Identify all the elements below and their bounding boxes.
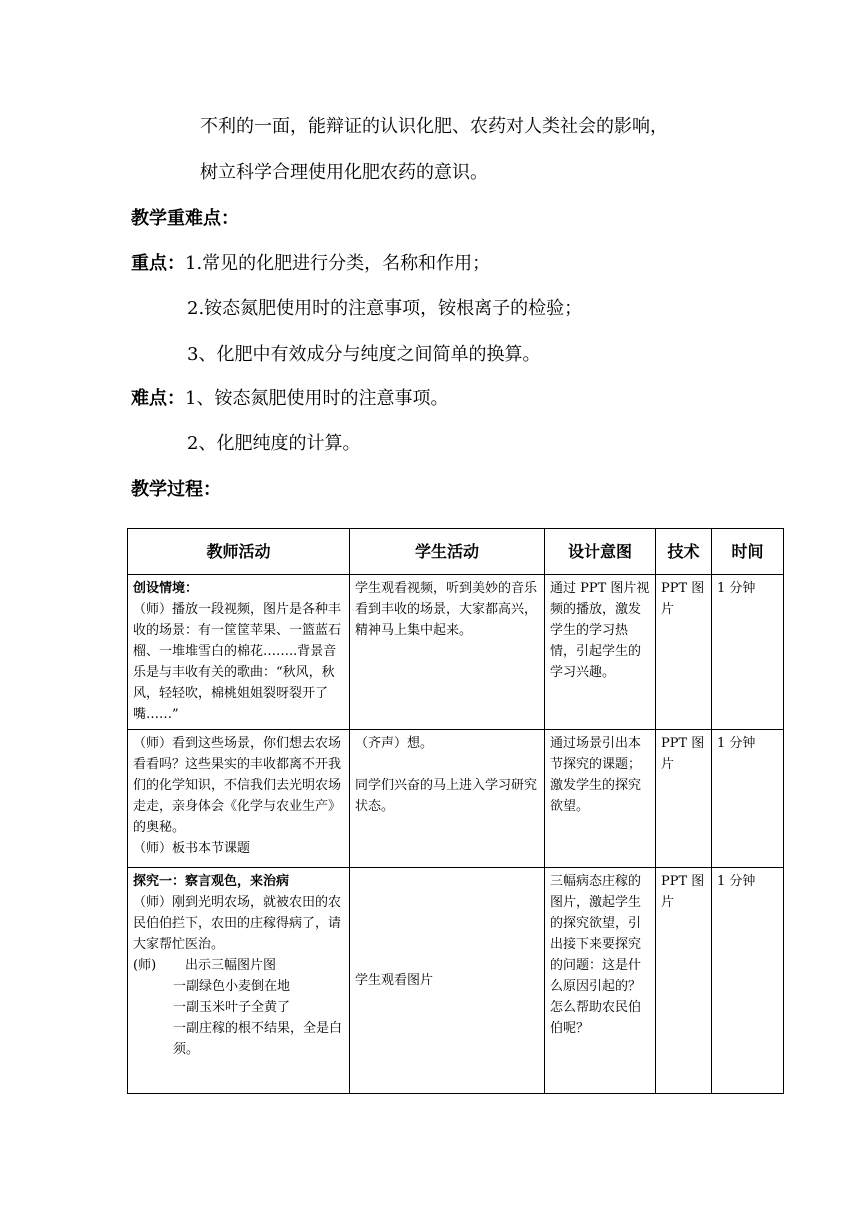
teacher-pic-2: 一副玉米叶子全黄了 xyxy=(173,1000,291,1015)
process-heading: 教学过程： xyxy=(131,479,221,500)
teacher-cell xyxy=(128,575,350,730)
difficult-item-1: 1、铵态氮肥使用时的注意事项。 xyxy=(185,388,449,409)
key-item-1: 1.常见的化肥进行分类，名称和作用； xyxy=(185,253,491,274)
time-cell: 1 分钟 xyxy=(712,575,784,730)
header-teacher: 教师活动 xyxy=(128,529,350,575)
tech-cell: PPT 图片 xyxy=(656,575,712,730)
intro-line-1: 不利的一面，能辩证的认识化肥、农药对人类社会的影响， xyxy=(200,116,668,137)
key-item-3: 3、化肥中有效成分与纯度之间简单的换算。 xyxy=(187,344,541,365)
header-student: 学生活动 xyxy=(350,529,545,575)
teacher-pic-1: 一副绿色小麦倒在地 xyxy=(173,979,291,994)
tech-cell: PPT 图片 xyxy=(656,868,712,1094)
student-text: （齐声）想。 xyxy=(355,736,434,751)
lesson-process-table xyxy=(127,528,784,1094)
teacher-title: 创设情境： xyxy=(133,581,199,596)
table-row xyxy=(128,868,784,1094)
key-label: 重点： xyxy=(131,253,185,274)
teacher-text: （师）播放一段视频，图片是各种丰收的场景：有一筐筐苹果、一篮蓝石榴、一堆堆雪白的棉花……..背景音乐是与丰收有关的歌曲：“秋风，秋风，轻轻吹，棉桃姐姐裂呀裂开了嘴……” xyxy=(133,602,342,722)
student-text: 学生观看图片 xyxy=(355,972,434,988)
teacher-title: 探究一：察言观色，来治病 xyxy=(133,874,290,889)
teacher-prefix: (师) xyxy=(133,958,157,973)
student-cell xyxy=(350,730,545,868)
teacher-cell xyxy=(128,868,350,1094)
intent-cell: 三幅病态庄稼的图片，激起学生的探究欲望，引出接下来要探究的问题：这是什么原因引起的？怎么帮助农民伯伯呢？ xyxy=(545,868,656,1094)
difficult-item-2: 2、化肥纯度的计算。 xyxy=(187,433,361,454)
table-header-row xyxy=(128,529,784,575)
student-text-2: 同学们兴奋的马上进入学习研究状态。 xyxy=(355,778,538,814)
table-row xyxy=(128,575,784,730)
teacher-text: （师）看到这些场景，你们想去农场看看吗？这些果实的丰收都离不开我们的化学知识，不信我们去光明农场走走，亲身体会《化学与农业生产》的奥秘。 xyxy=(133,736,342,835)
key-item-2: 2.铵态氮肥使用时的注意事项，铵根离子的检验； xyxy=(187,298,583,319)
header-intent: 设计意图 xyxy=(545,529,656,575)
difficult-label: 难点： xyxy=(131,388,185,409)
header-tech: 技术 xyxy=(656,529,712,575)
student-cell: 学生观看视频，听到美妙的音乐看到丰收的场景，大家都高兴，精神马上集中起来。 xyxy=(350,575,545,730)
time-cell: 1 分钟 xyxy=(712,730,784,868)
key-difficult-heading: 教学重难点： xyxy=(131,208,239,229)
intro-line-2: 树立科学合理使用化肥农药的意识。 xyxy=(200,162,488,183)
intent-cell: 通过 PPT 图片视频的播放，激发学生的学习热情，引起学生的学习兴趣。 xyxy=(545,575,656,730)
intent-cell: 通过场景引出本节探究的课题；激发学生的探究欲望。 xyxy=(545,730,656,868)
teacher-cell xyxy=(128,730,350,868)
header-time: 时间 xyxy=(712,529,784,575)
teacher-text: （师）刚到光明农场，就被农田的农民伯伯拦下，农田的庄稼得病了，请大家帮忙医治。 xyxy=(133,895,342,952)
teacher-show: 出示三幅图片图 xyxy=(185,958,277,973)
teacher-pic-3: 一副庄稼的根不结果，全是白须。 xyxy=(173,1021,343,1057)
table-row xyxy=(128,730,784,868)
key-point-row-1 xyxy=(131,251,490,277)
student-cell xyxy=(350,868,545,1094)
time-cell: 1 分钟 xyxy=(712,868,784,1094)
tech-cell: PPT 图片 xyxy=(656,730,712,868)
teacher-show-line xyxy=(133,955,344,976)
difficult-point-row-1 xyxy=(131,386,448,412)
teacher-text-2: （师）板书本节课题 xyxy=(133,841,251,856)
